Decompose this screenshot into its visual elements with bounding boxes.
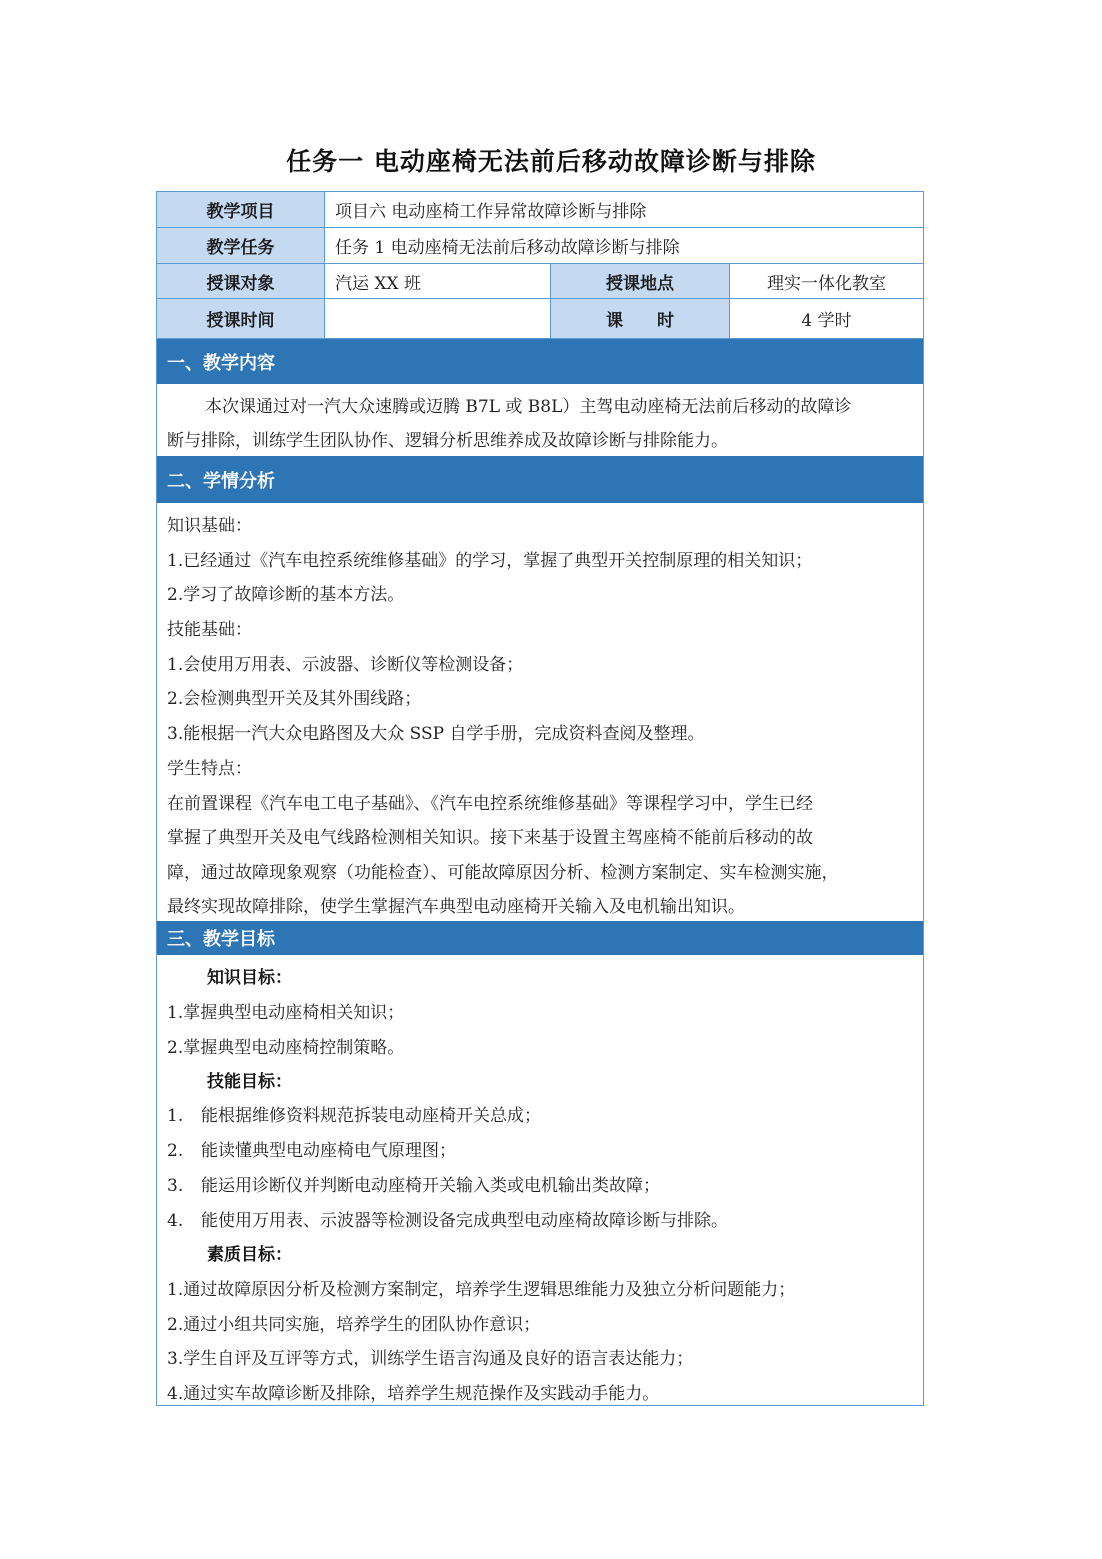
- student-traits-line: 障，通过故障现象观察（功能检查）、可能故障原因分析、检测方案制定、实车检测实施，: [167, 863, 839, 883]
- quality-objective-item: 4.通过实车故障诊断及排除，培养学生规范操作及实践动手能力。: [167, 1384, 660, 1404]
- task-value: 任务 1 电动座椅无法前后移动故障诊断与排除: [325, 228, 924, 264]
- quality-objective-item: 2.通过小组共同实施，培养学生的团队协作意识；: [167, 1315, 541, 1335]
- target-value: 汽运 XX 班: [325, 264, 551, 299]
- skill-basis-title: 技能基础：: [167, 620, 252, 640]
- skill-basis-item: 2.会检测典型开关及其外围线路；: [167, 689, 422, 709]
- info-table: [156, 191, 924, 339]
- skill-basis-item: 1.会使用万用表、示波器、诊断仪等检测设备；: [167, 655, 524, 675]
- student-traits-line: 最终实现故障排除，使学生掌握汽车典型电动座椅开关输入及电机输出知识。: [167, 897, 745, 917]
- skill-basis-item: 3.能根据一汽大众电路图及大众 SSP 自学手册，完成资料查阅及整理。: [167, 724, 705, 744]
- student-traits-line: 掌握了典型开关及电气线路检测相关知识。接下来基于设置主驾座椅不能前后移动的故: [167, 828, 813, 848]
- project-label: 教学项目: [157, 192, 325, 228]
- knowledge-basis-item: 1.已经通过《汽车电控系统维修基础》的学习，掌握了典型开关控制原理的相关知识；: [167, 551, 813, 571]
- item-number: 4.: [167, 1211, 184, 1231]
- knowledge-basis-title: 知识基础：: [167, 516, 252, 536]
- section-heading-analysis: 二、学情分析: [157, 456, 923, 503]
- knowledge-objective-title: 知识目标：: [207, 968, 292, 988]
- knowledge-basis-item: 2.学习了故障诊断的基本方法。: [167, 585, 405, 605]
- student-traits-line: 在前置课程《汽车电工电子基础》、《汽车电控系统维修基础》等课程学习中，学生已经: [167, 794, 813, 814]
- item-number: 1.: [167, 1106, 184, 1126]
- location-label: 授课地点: [551, 264, 730, 299]
- time-value: [325, 299, 551, 339]
- item-text: 能读懂典型电动座椅电气原理图；: [201, 1141, 456, 1161]
- hours-label: 课 时: [551, 299, 730, 339]
- row-target: [157, 264, 924, 299]
- quality-objective-title: 素质目标：: [207, 1245, 292, 1265]
- item-number: 2.: [167, 1141, 184, 1161]
- time-label: 授课时间: [157, 299, 325, 339]
- row-project: [157, 192, 924, 228]
- item-text: 能使用万用表、示波器等检测设备完成典型电动座椅故障诊断与排除。: [201, 1211, 728, 1231]
- skill-objective-item: [167, 1206, 728, 1231]
- knowledge-objective-item: 1.掌握典型电动座椅相关知识；: [167, 1003, 405, 1023]
- item-number: 3.: [167, 1176, 184, 1196]
- section-heading-content: 一、教学内容: [157, 339, 923, 384]
- item-text: 能运用诊断仪并判断电动座椅开关输入类或电机输出类故障；: [201, 1176, 660, 1196]
- student-traits-title: 学生特点：: [167, 759, 252, 779]
- item-text: 能根据维修资料规范拆装电动座椅开关总成；: [201, 1106, 541, 1126]
- section-heading-objectives: 三、教学目标: [157, 921, 923, 955]
- quality-objective-item: 3.学生自评及互评等方式，训练学生语言沟通及良好的语言表达能力；: [167, 1349, 694, 1369]
- page-title: 任务一 电动座椅无法前后移动故障诊断与排除: [286, 147, 816, 176]
- target-label: 授课对象: [157, 264, 325, 299]
- location-value: 理实一体化教室: [730, 264, 924, 299]
- project-value: 项目六 电动座椅工作异常故障诊断与排除: [325, 192, 924, 228]
- quality-objective-item: 1.通过故障原因分析及检测方案制定，培养学生逻辑思维能力及独立分析问题能力；: [167, 1280, 796, 1300]
- skill-objective-item: [167, 1171, 660, 1196]
- content-line-2: 断与排除，训练学生团队协作、逻辑分析思维养成及故障诊断与排除能力。: [167, 431, 728, 451]
- task-label: 教学任务: [157, 228, 325, 264]
- hours-value: 4 学时: [730, 299, 924, 339]
- content-line-1: 本次课通过对一汽大众速腾或迈腾 B7L 或 B8L）主驾电动座椅无法前后移动的故障诊: [205, 397, 852, 417]
- skill-objective-item: [167, 1101, 541, 1126]
- row-time: [157, 299, 924, 339]
- skill-objective-item: [167, 1136, 456, 1161]
- skill-objective-title: 技能目标：: [207, 1072, 292, 1092]
- knowledge-objective-item: 2.掌握典型电动座椅控制策略。: [167, 1038, 405, 1058]
- row-task: [157, 228, 924, 264]
